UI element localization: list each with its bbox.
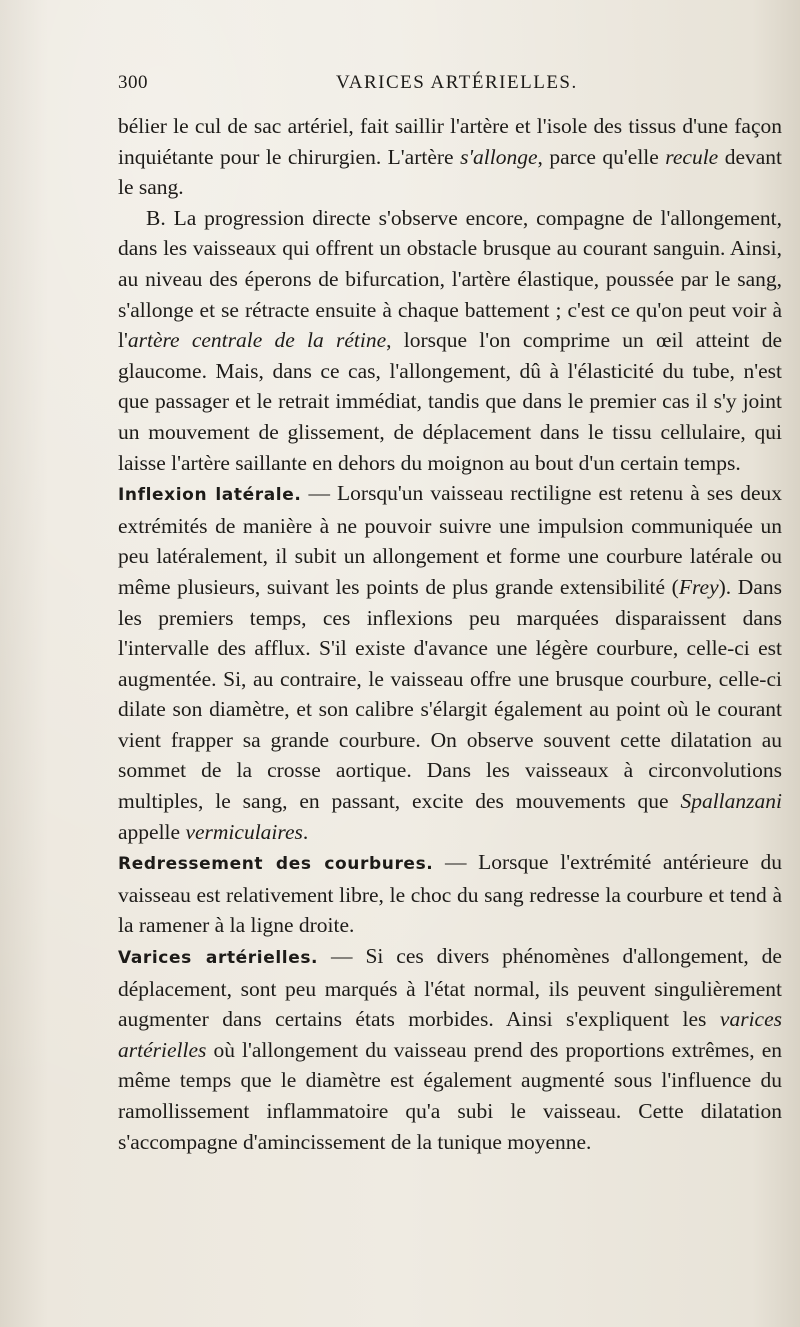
paragraph-text: , lorsque l'on comprime un œil atteint de glaucome. Mais, dans ce cas, l'allongement, dû à l'élasticité du tube, n'est que passager et le retrait immédiat, tandis que dans le premier cas il s'y joint un mouvement de glissement, de déplacement dans le tissu cellulaire, qui laisse l'artère saillante en dehors du moignon au bout d'un certain temps.: [118, 328, 782, 475]
paragraph-text: — Lorsqu'un vaisseau rectiligne est retenu à ses deux extrémités de manière à ne pouvoir suivre une impulsion communiquée un peu latéralement, il subit un allongement et forme une courbure latérale ou même plusieurs, suivant les points de plus grande extensibilité (: [118, 481, 782, 599]
paragraph-text: , parce qu'elle: [537, 144, 666, 169]
paragraph-text: — Lorsque l'extrémité antérieure du vaisseau est relativement libre, le choc du sang redresse la courbure et tend à la ramener à la ligne droite.: [118, 850, 782, 938]
paragraph-text: devant le sang.: [118, 144, 782, 200]
paragraph-redressement: [118, 847, 782, 941]
paragraph-varices: [118, 941, 782, 1157]
paragraph-continuation: [118, 111, 782, 203]
paragraph-text: — Si ces divers phénomènes d'allongement, de déplacement, sont peu marqués à l'état normal, ils peuvent singulièrement augmenter dans certains états morbides. Ainsi s'expliquent les: [118, 944, 782, 1032]
paragraph-text: où l'allongement du vaisseau prend des proportions extrêmes, en même temps que le diamètre est également augmenté sous l'influence du ramollissement inflammatoire qu'a subi le vaisseau. Cette dilatation s'accompagne d'amincissement de la tunique moyenne.: [118, 1037, 782, 1154]
paragraph-text: appelle: [118, 819, 186, 844]
section-heading-varices: Varices artérielles.: [118, 948, 319, 969]
paragraph-text: .: [302, 819, 309, 844]
italic-term: s'allonge: [460, 144, 538, 169]
italic-term: varices artérielles: [118, 1007, 782, 1062]
paragraph-progression: [118, 203, 782, 478]
paragraph-text: B. La progression directe s'observe encore, compagne de l'allongement, dans les vaisseaux qui offrent un obstacle brusque au courant sanguin. Ainsi, au niveau des éperons de bifurcation, l'artère élastique, poussée par le sang, s'allonge et se rétracte ensuite à chaque battement ; c'est ce qu'on peut voir à l': [118, 205, 782, 353]
italic-term: Frey: [678, 574, 719, 599]
section-heading-redressement: Redressement des courbures.: [118, 854, 434, 875]
italic-term: vermiculaires: [185, 819, 303, 844]
paragraph-text: bélier le cul de sac artériel, fait saillir l'artère et l'isole des tissus d'une façon inquiétante pour le chirurgien. L'artère: [118, 114, 782, 169]
italic-term: artère centrale de la rétine: [127, 328, 387, 353]
running-title: VARICES ARTÉRIELLES.: [336, 72, 578, 93]
page-body: [118, 111, 782, 1157]
italic-term: recule: [665, 144, 719, 169]
page-number: 300: [118, 72, 148, 93]
section-heading-inflexion: Inflexion latérale.: [118, 485, 302, 506]
paragraph-inflexion: [118, 478, 782, 847]
paragraph-text: ). Dans les premiers temps, ces inflexions peu marquées disparaissent dans l'intervalle des afflux. S'il existe d'avance une légère courbure, celle-ci est augmentée. Si, au contraire, le vaisseau offre une brusque courbure, celle-ci dilate son diamètre, et son calibre s'élargit également au point où le courant vient frapper sa grande courbure. On observe souvent cette dilatation au sommet de la crosse aortique. Dans les vaisseaux à circonvolutions multiples, le sang, en passant, excite des mouvements que: [118, 574, 782, 814]
italic-term: Spallanzani: [680, 789, 782, 814]
page-header: [118, 72, 678, 106]
